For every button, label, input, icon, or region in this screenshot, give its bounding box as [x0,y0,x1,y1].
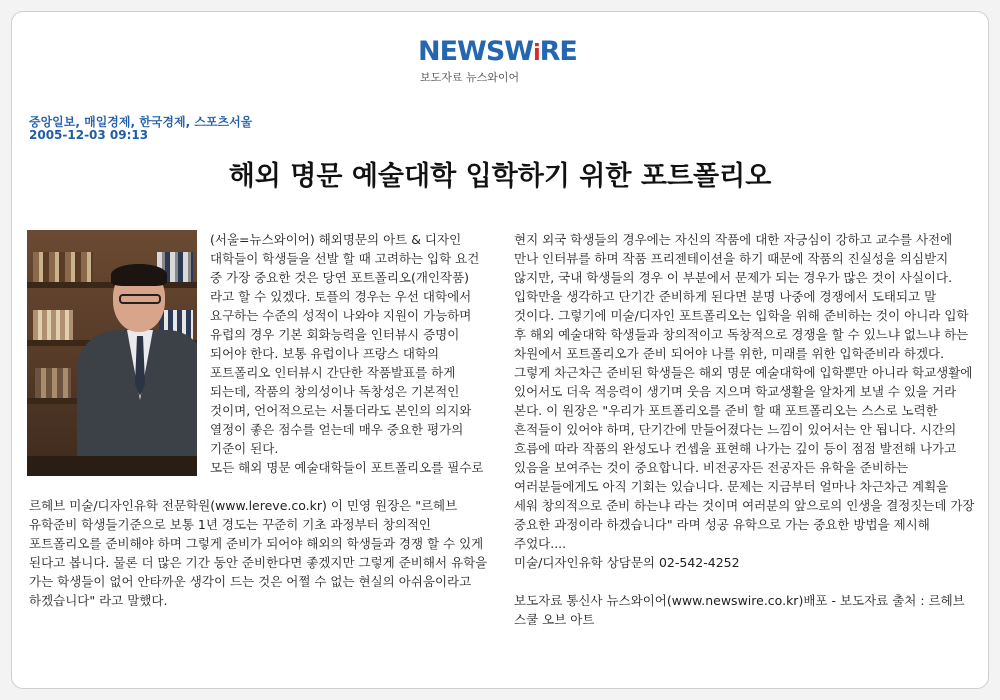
text-line: 않지만, 국내 학생들의 경우 이 부분에서 문제가 되는 경우가 많은 것이 사실이다. [514,270,953,285]
director-photo [27,230,197,476]
text-line: 유학준비 학생들기준으로 보통 1년 경도는 꾸준히 기초 과정부터 창의적인 [29,517,431,532]
text-line: 것이다. 그렇기에 미술/디자인 포트폴리오는 입학을 위해 준비하는 것이 아니라 입학 [514,308,969,323]
source-newspapers[interactable]: 중앙일보, 매일경제, 한국경제, 스포츠서울 [29,115,253,129]
text-line: 포트폴리오를 준비해야 하며 그렇게 준비가 되어야 해외의 학생들과 경쟁 할 수 있게 [29,536,484,551]
text-line: 기준이 된다. [210,441,279,456]
text-line: 포트폴리오 인터뷰시 간단한 작품발표를 하게 [210,365,456,380]
distribution-note: 보도자료 통신사 뉴스와이어(www.newswire.co.kr)배포 - 보도자료 출처 : 르헤브 [514,593,965,608]
article-text-right-column [514,230,974,629]
text-line: 후 해외 예술대학 학생들과 창의적이고 독창적으로 경쟁을 할 수 있느냐 없느냐 하는 [514,327,969,342]
text-line: 입학만을 생각하고 단기간 준비하게 된다면 분명 나중에 경쟁에서 도태되고 말 [514,289,937,304]
text-line: 중요한 과정이라 하겠습니다" 라며 성공 유학으로 가는 중요한 방법을 제시해 [514,517,930,532]
text-line: 하겠습니다" 라고 말했다. [29,593,168,608]
text-line: 흔적들이 있어야 하며, 단기간에 만들어졌다는 느낌이 있어서는 안 됩니다. 시간의 [514,422,957,437]
text-line: 주었다.... [514,536,567,551]
text-line: (서울=뉴스와이어) 해외명문의 아트 & 디자인 [210,232,462,247]
publish-date: 2005-12-03 09:13 [29,128,149,142]
text-line: 라고 할 수 있겠다. 토플의 경우는 우선 대학에서 [210,289,472,304]
text-line: 흐름에 따라 작품의 완성도나 컨셉을 표현해 나가는 깊이 등이 점점 발전해 나가고 [514,441,957,456]
text-line: 대학들이 학생들을 선발 할 때 고려하는 입학 요건 [210,251,480,266]
text-line: 현지 외국 학생들의 경우에는 자신의 작품에 대한 자긍심이 강하고 교수를 사전에 [514,232,953,247]
text-line: 여러분들에게도 아직 기회는 있습니다. 문제는 지금부터 얼마나 차근차근 계획을 [514,479,949,494]
logo-subtitle: 보도자료 뉴스와이어 [420,71,520,84]
text-line: 있어서도 더욱 적응력이 생기며 웃음 지으며 학교생활을 알차게 보낼 수 있을 거라 [514,384,957,399]
text-line: 르헤브 미술/디자인유학 전문학원(www.lereve.co.kr) 이 민영 원장은 "르헤브 [29,498,458,513]
logo-word-end: RE [539,36,577,67]
article-text-beside-photo [210,230,492,477]
text-line: 세워 창의적으로 준비 하는냐 라는 것이며 여러분의 앞으로의 인생을 결정짓는데 가장 [514,498,975,513]
text-line: 있음을 보여주는 것이 중요합니다. 비전공자든 전공자든 유학을 준비하는 [514,460,909,475]
logo-wordmark [418,38,588,67]
text-line: 것이며, 언어적으로는 서툴더라도 본인의 의지와 [210,403,472,418]
text-line: 된다고 봅니다. 물론 더 많은 기간 동안 준비한다면 좋겠지만 그렇게 준비해서 유학을 [29,555,488,570]
distribution-note: 스쿨 오브 아트 [514,612,595,627]
contact-line: 미술/디자인유학 상담문의 02-542-4252 [514,555,740,570]
logo-word-accent: i [533,41,540,66]
text-line: 중 가장 중요한 것은 당연 포트폴리오(개인작품) [210,270,470,285]
logo-word-main: NEWSW [418,36,534,67]
text-line: 요구하는 수준의 성적이 나와야 지원이 가능하며 [210,308,472,323]
text-line: 유럽의 경우 기본 회화능력을 인터뷰시 증명이 [210,327,460,342]
text-line: 그렇게 차근차근 준비된 학생들은 해외 명문 예술대학에 입학뿐만 아니라 학교생활에 [514,365,973,380]
text-line: 되는데, 작품의 창의성이나 독창성은 기본적인 [210,384,460,399]
text-line: 만나 인터뷰를 하며 작품 프리젠테이션을 하기 때문에 작품의 진실성을 의심받지 [514,251,949,266]
article-text-lower-left [29,496,493,610]
article-title: 해외 명문 예술대학 입학하기 위한 포트폴리오 [228,161,772,192]
text-line: 열정이 좋은 점수를 얻는데 매우 중요한 평가의 [210,422,464,437]
text-line: 본다. 이 원장은 "우리가 포트폴리오를 준비 할 때 포트폴리오는 스스로 노력한 [514,403,938,418]
text-line: 가는 학생들이 없어 안타까운 생각이 드는 것은 어쩔 수 없는 현실의 아쉬움이라고 [29,574,472,589]
text-line: 차원에서 포트폴리오가 준비 되어야 나를 위한, 미래를 위한 입학준비라 하겠다. [514,346,945,361]
newswire-logo[interactable] [418,38,588,86]
text-line: 모든 해외 명문 예술대학들이 포트폴리오를 필수로 [210,460,484,475]
text-line: 되어야 한다. 보통 유럽이나 프랑스 대학의 [210,346,440,361]
